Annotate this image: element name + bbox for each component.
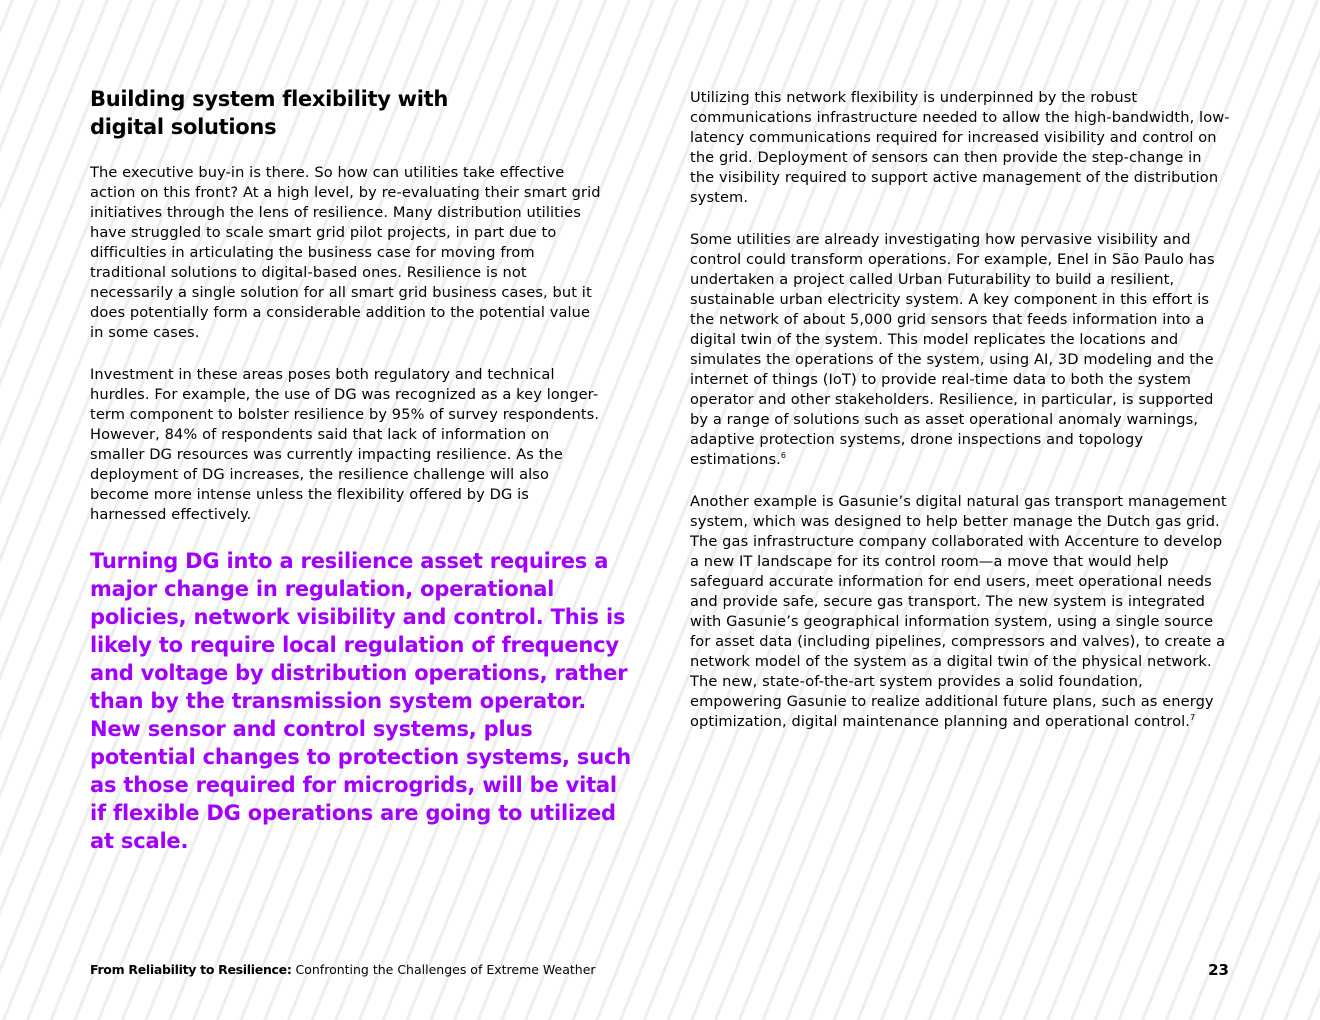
- footnote-marker: 7: [1190, 713, 1196, 723]
- body-paragraph: The executive buy-in is there. So how can utilities take effective action on this front? At a high level, by re-evaluating their smart grid initiatives through the lens of resilience. Many distribution utilities have struggled to scale smart grid pilot projects, in part due to difficulties in articulating the business case for moving from traditional solutions to digital-based ones. Resilience is not necessarily a single solution for all smart grid business cases, but it does potentially form a considerable addition to the potential value in some cases.: [90, 164, 601, 341]
- footer: [90, 962, 596, 977]
- right-column: [690, 88, 1230, 754]
- body-paragraph: [690, 492, 1230, 732]
- section-heading: Building system flexibility with digital solutions: [90, 87, 449, 139]
- body-paragraph: [690, 230, 1230, 470]
- body-paragraph: Investment in these areas poses both regulatory and technical hurdles. For example, the use of DG was recognized as a key longer-term component to bolster resilience by 95% of survey respondents. However, 84% of respondents said that lack of information on smaller DG resources was currently impacting resilience. As the deployment of DG increases, the resilience challenge will also become more intense unless the flexibility offered by DG is harnessed effectively.: [90, 366, 600, 523]
- footnote-marker: 6: [780, 451, 787, 461]
- footer-subtitle: Confronting the Challenges of Extreme Weather: [291, 962, 596, 977]
- footer-title: From Reliability to Resilience:: [90, 962, 292, 977]
- page-number: 23: [1208, 961, 1229, 979]
- body-paragraph: Utilizing this network flexibility is underpinned by the robust communications infrastructure needed to allow the high-bandwidth, low-latency communications required for increased visibility and control on the grid. Deployment of sensors can then provide the step-change in the visibility required to support active management of the distribution system.: [690, 89, 1230, 206]
- left-column: [90, 85, 638, 855]
- pull-quote: Turning DG into a resilience asset requires a major change in regulation, operational policies, network visibility and control. This is likely to require local regulation of frequency and voltage by distribution operations, rather than by the transmission system operator. New sensor and control systems, plus potential changes to protection systems, such as those required for microgrids, will be vital if flexible DG operations are going to utilized at scale.: [90, 549, 631, 853]
- paragraph-text: Some utilities are already investigating how pervasive visibility and control could transform operations. For example, Enel in São Paulo has undertaken a project called Urban Futurability to build a resilient, sustainable urban electricity system. A key component in this effort is the network of about 5,000 grid sensors that feeds information into a digital twin of the system. This model replicates the locations and simulates the operations of the system, using AI, 3D modeling and the internet of things (IoT) to provide real-time data to both the system operator and other stakeholders. Resilience, in particular, is supported by a range of solutions such as asset operational anomaly warnings, adaptive protection systems, drone inspections and topology estimations.: [690, 231, 1215, 468]
- paragraph-text: Another example is Gasunie’s digital natural gas transport management system, which was designed to help better manage the Dutch gas grid. The gas infrastructure company collaborated with Accenture to develop a new IT landscape for its control room—a move that would help safeguard accurate information for end users, meet operational needs and provide safe, secure gas transport. The new system is integrated with Gasunie’s geographical information system, using a single source for asset data (including pipelines, compressors and valves), to create a network model of the system as a digital twin of the physical network. The new, state-of-the-art system provides a solid foundation, empowering Gasunie to realize additional future plans, such as energy optimization, digital maintenance planning and operational control.: [690, 493, 1227, 730]
